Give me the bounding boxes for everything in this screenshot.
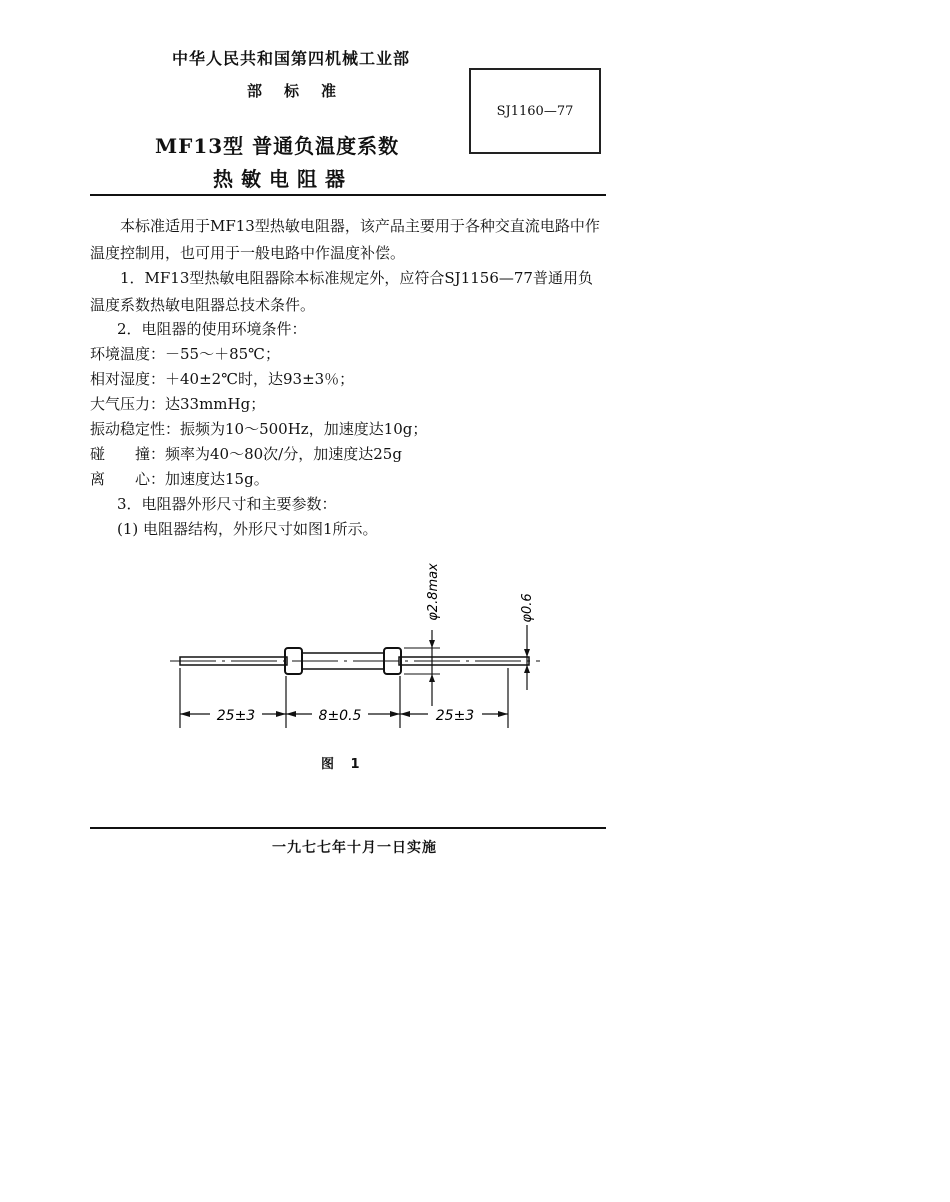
env-vibration: 振动稳定性：振频为10～500Hz，加速度达10g； xyxy=(90,420,428,438)
clause-3: 3．电阻器外形尺寸和主要参数： xyxy=(117,495,337,513)
env-centrifuge: 离 心：加速度达15g。 xyxy=(90,470,269,488)
doc-title-line2: 热敏电阻器 xyxy=(213,167,353,191)
env-bump: 碰 撞：频率为40～80次/分，加速度达25g xyxy=(90,445,402,463)
clause-3-1: (1) 电阻器结构，外形尺寸如图1所示。 xyxy=(117,520,378,538)
env-humidity: 相对湿度：＋40±2℃时，达93±3％； xyxy=(90,370,355,388)
dim-left-lead: 25±3 xyxy=(216,708,256,724)
ministry-name: 中华人民共和国第四机械工业部 xyxy=(172,49,411,68)
doc-title-line1: MF13型 普通负温度系数 xyxy=(155,134,400,158)
clause-2: 2．电阻器的使用环境条件： xyxy=(117,320,307,338)
bottom-rule xyxy=(90,827,606,829)
effective-date: 一九七七年十月一日实施 xyxy=(272,840,437,856)
dim-lead-diameter: φ0.6 xyxy=(520,593,535,623)
intro-paragraph: 本标准适用于MF13型热敏电阻器，该产品主要用于各种交直流电路中作温度控制用，也可用于一般电路中作温度补偿。 xyxy=(90,217,600,262)
dim-body-length: 8±0.5 xyxy=(318,708,362,724)
env-temperature: 环境温度：－55～＋85℃； xyxy=(90,345,280,363)
figure-caption: 图 1 xyxy=(321,757,366,772)
standard-label: 部标准 xyxy=(247,82,359,100)
standard-code: SJ1160—77 xyxy=(496,103,574,119)
clause-1: 1．MF13型热敏电阻器除本标准规定外，应符合SJ1156—77普通用负温度系数热敏电阻器总技术条件。 xyxy=(90,269,593,314)
dim-right-lead: 25±3 xyxy=(435,708,475,724)
env-pressure: 大气压力：达33mmHg； xyxy=(90,395,266,413)
dim-body-diameter: φ2.8max xyxy=(426,563,441,621)
